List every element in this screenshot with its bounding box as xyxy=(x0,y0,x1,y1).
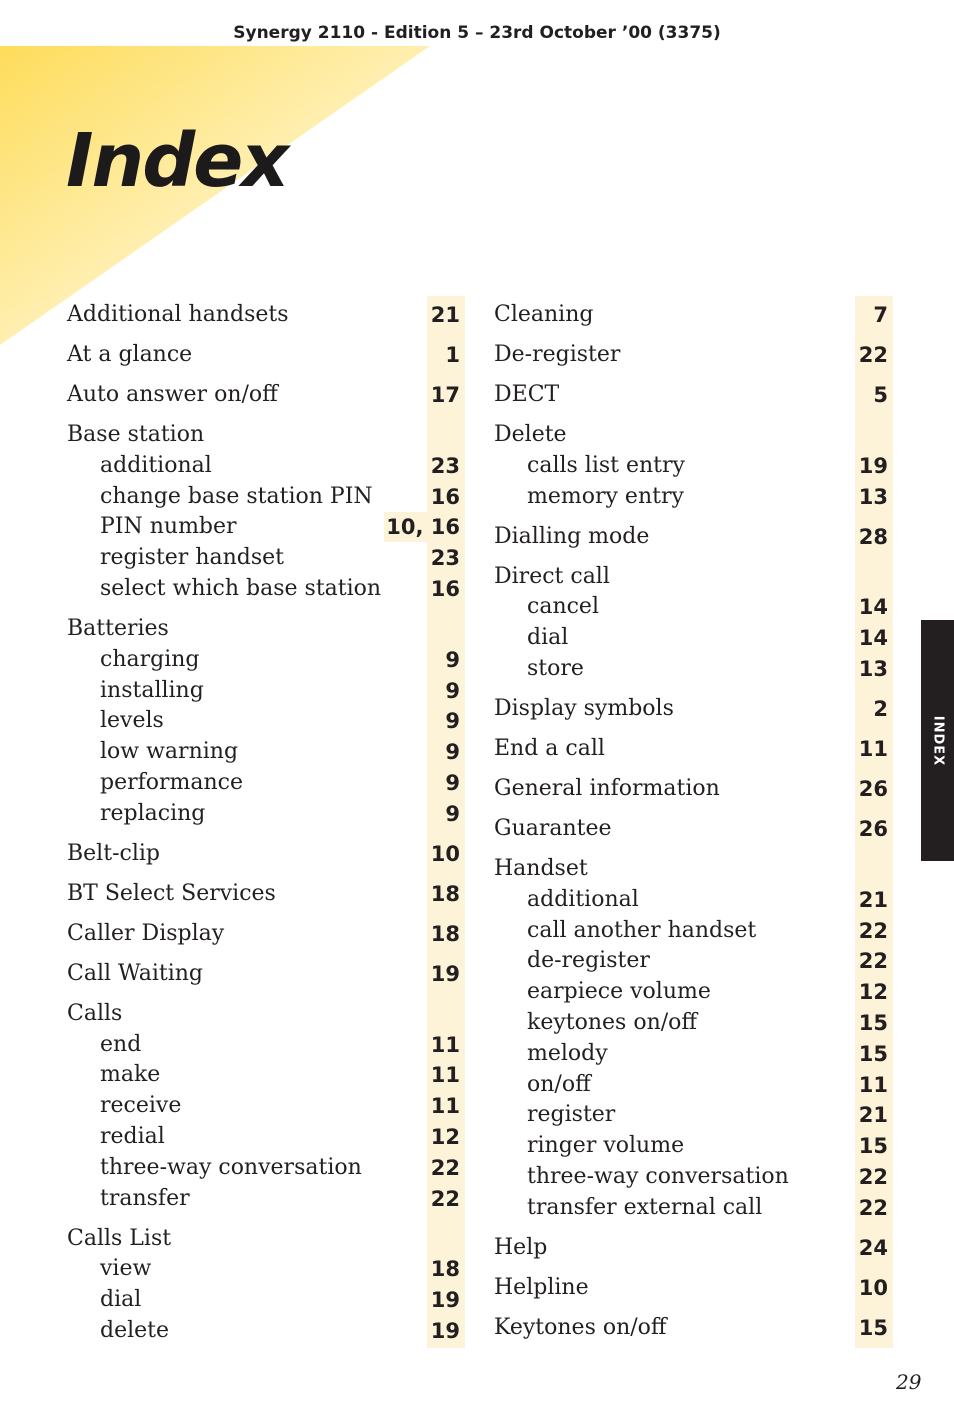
index-term: Belt-clip xyxy=(67,840,160,866)
index-subterm: cancel xyxy=(527,594,599,620)
index-page-number: 10 xyxy=(430,841,460,866)
index-entry xyxy=(0,885,954,915)
index-entry xyxy=(0,734,954,764)
index-subterm: installing xyxy=(100,677,204,703)
index-entry xyxy=(0,420,954,450)
index-term: Guarantee xyxy=(494,816,612,841)
index-page-number: 5 xyxy=(873,383,888,407)
index-term: Direct call xyxy=(494,563,610,589)
index-page-number: 26 xyxy=(858,817,888,841)
side-tab-label: INDEX xyxy=(930,715,945,766)
index-page-number: 14 xyxy=(858,595,888,620)
index-page-number: 23 xyxy=(430,546,460,571)
index-term: BT Select Services xyxy=(67,880,276,906)
index-subterm: additional xyxy=(527,886,639,912)
index-entry xyxy=(0,380,954,410)
index-entry xyxy=(0,916,954,946)
index-subterm: select which base station xyxy=(100,576,382,601)
index-subterm: memory entry xyxy=(527,483,684,509)
index-page-number: 21 xyxy=(858,887,888,912)
index-term: General information xyxy=(494,776,720,801)
index-page-number: 9 xyxy=(445,647,460,672)
index-subterm: on/off xyxy=(527,1071,591,1097)
index-page-number: 10, 16 xyxy=(384,512,460,542)
index-subterm: call another handset xyxy=(527,917,757,943)
index-entry xyxy=(0,1193,954,1223)
index-page-number: 13 xyxy=(858,484,888,509)
index-page-number: 19 xyxy=(858,453,888,478)
index-subterm: transfer external call xyxy=(527,1194,763,1220)
index-page-number: 11 xyxy=(430,1032,460,1057)
index-page-number: 17 xyxy=(430,383,460,407)
index-page-number: 18 xyxy=(430,1257,460,1282)
index-page-number: 19 xyxy=(430,1319,460,1343)
index-page-number: 15 xyxy=(858,1134,888,1159)
index-term: Display symbols xyxy=(494,696,674,721)
index-entry xyxy=(0,300,954,330)
index-subterm: end xyxy=(100,1031,142,1057)
index-term: Calls List xyxy=(67,1225,172,1251)
index-term: Delete xyxy=(494,422,567,447)
index-entry xyxy=(0,946,954,976)
index-page-number: 1 xyxy=(445,343,460,367)
index-subterm: three-way conversation xyxy=(100,1154,362,1180)
index-page-number: 16 xyxy=(430,577,460,601)
index-entry xyxy=(0,977,954,1007)
index-page-number: 26 xyxy=(858,777,888,801)
index-page-number: 15 xyxy=(858,1315,888,1340)
index-subterm: dial xyxy=(100,1287,142,1313)
index-term: Handset xyxy=(494,856,588,881)
index-term: Dialling mode xyxy=(494,523,650,549)
index-page-number: 11 xyxy=(858,1072,888,1097)
index-entry xyxy=(0,1273,954,1303)
index-term: Batteries xyxy=(67,616,169,641)
index-page-number: 9 xyxy=(445,678,460,703)
index-subterm: change base station PIN xyxy=(100,483,373,509)
index-page-number: 12 xyxy=(858,980,888,1005)
index-subterm: transfer xyxy=(100,1185,190,1211)
index-entry xyxy=(0,340,954,370)
index-term: Auto answer on/off xyxy=(67,382,278,407)
index-subterm: register xyxy=(527,1102,616,1128)
index-page-number: 19 xyxy=(430,961,460,986)
index-term: Additional handsets xyxy=(67,302,289,327)
index-term: Cleaning xyxy=(494,302,594,327)
index-page-number: 28 xyxy=(858,524,888,549)
index-entry xyxy=(0,654,954,684)
index-page-number: 9 xyxy=(445,801,460,826)
index-page-number: 9 xyxy=(445,740,460,765)
index-subterm: redial xyxy=(100,1124,165,1149)
index-page-number: 21 xyxy=(430,303,460,327)
index-page-number: 9 xyxy=(445,709,460,734)
index-subterm: delete xyxy=(100,1318,170,1343)
index-subterm: low warning xyxy=(100,739,239,765)
index-page-number: 10 xyxy=(858,1275,888,1300)
index-page-number: 22 xyxy=(858,1195,888,1220)
index-subterm: store xyxy=(527,656,584,681)
index-subterm: PIN number xyxy=(100,514,237,540)
index-term: At a glance xyxy=(67,342,193,367)
index-subterm: three-way conversation xyxy=(527,1164,789,1189)
index-page-number: 12 xyxy=(430,1125,460,1149)
index-entry xyxy=(0,562,954,592)
index-page-number: 11 xyxy=(858,737,888,761)
index-entry xyxy=(0,592,954,622)
index-entry xyxy=(0,1313,954,1343)
index-term: Call Waiting xyxy=(67,960,203,986)
index-subterm: additional xyxy=(100,452,212,478)
index-entry xyxy=(0,1233,954,1263)
page-number: 29 xyxy=(896,1370,922,1394)
index-term: Calls xyxy=(67,1000,123,1026)
index-page-number: 18 xyxy=(430,881,460,906)
index-page-number: 7 xyxy=(873,303,888,327)
index-subterm: ringer volume xyxy=(527,1133,685,1159)
index-entry xyxy=(0,1008,954,1038)
index-entry xyxy=(0,1100,954,1130)
index-entry xyxy=(0,1039,954,1069)
index-term: Help xyxy=(494,1234,548,1260)
index-page-number: 22 xyxy=(430,1186,460,1211)
index-entry xyxy=(0,482,954,512)
index-entry xyxy=(0,814,954,844)
index-page-number: 13 xyxy=(858,657,888,681)
index-entry xyxy=(0,623,954,653)
index-page-number: 21 xyxy=(858,1103,888,1128)
index-page-number: 22 xyxy=(430,1155,460,1180)
index-page-number: 16 xyxy=(430,484,460,509)
index-entry xyxy=(0,522,954,552)
index-page-number: 19 xyxy=(430,1288,460,1313)
index-term: Caller Display xyxy=(67,920,225,946)
index-page-number: 22 xyxy=(858,343,888,367)
index-page-number: 14 xyxy=(858,626,888,651)
index-subterm: melody xyxy=(527,1040,608,1066)
index-page-number: 11 xyxy=(430,1094,460,1119)
index-term: End a call xyxy=(494,736,605,761)
index-subterm: make xyxy=(100,1062,161,1088)
index-term: Helpline xyxy=(494,1274,589,1300)
index-page-number: 22 xyxy=(858,918,888,943)
index-page-number: 15 xyxy=(858,1011,888,1035)
index-subterm: dial xyxy=(527,625,569,651)
index-subterm: calls list entry xyxy=(527,452,685,478)
index-entry xyxy=(0,854,954,884)
index-subterm: earpiece volume xyxy=(527,979,711,1005)
index-entry xyxy=(0,1070,954,1100)
index-page-number: 11 xyxy=(430,1063,460,1088)
document-header: Synergy 2110 - Edition 5 – 23rd October ’00 (3375) xyxy=(233,23,721,43)
index-page-number: 22 xyxy=(858,949,888,974)
index-subterm: replacing xyxy=(100,800,206,826)
index-page-number: 15 xyxy=(858,1041,888,1066)
index-entry xyxy=(0,1131,954,1161)
index-subterm: levels xyxy=(100,708,164,734)
index-term: De-register xyxy=(494,342,621,367)
index-subterm: charging xyxy=(100,646,200,672)
index-page-number: 9 xyxy=(445,771,460,795)
index-term: Base station xyxy=(67,422,205,447)
index-subterm: register handset xyxy=(100,545,285,571)
section-side-tab xyxy=(921,620,954,861)
index-subterm: view xyxy=(100,1256,152,1282)
index-subterm: de-register xyxy=(527,948,650,974)
index-subterm: keytones on/off xyxy=(527,1010,698,1035)
index-entry xyxy=(0,694,954,724)
index-entry xyxy=(0,1162,954,1192)
index-entry xyxy=(0,774,954,804)
page-title: Index xyxy=(66,118,288,204)
index-subterm: receive xyxy=(100,1093,182,1119)
index-page-number: 18 xyxy=(430,921,460,946)
index-page-number: 22 xyxy=(858,1165,888,1189)
index-page-number: 23 xyxy=(430,453,460,478)
index-term: DECT xyxy=(494,382,560,407)
index-subterm: performance xyxy=(100,770,244,795)
index-term: Keytones on/off xyxy=(494,1314,667,1340)
index-page-number: 2 xyxy=(873,697,888,721)
index-entry xyxy=(0,451,954,481)
index-page-number: 24 xyxy=(858,1235,888,1260)
